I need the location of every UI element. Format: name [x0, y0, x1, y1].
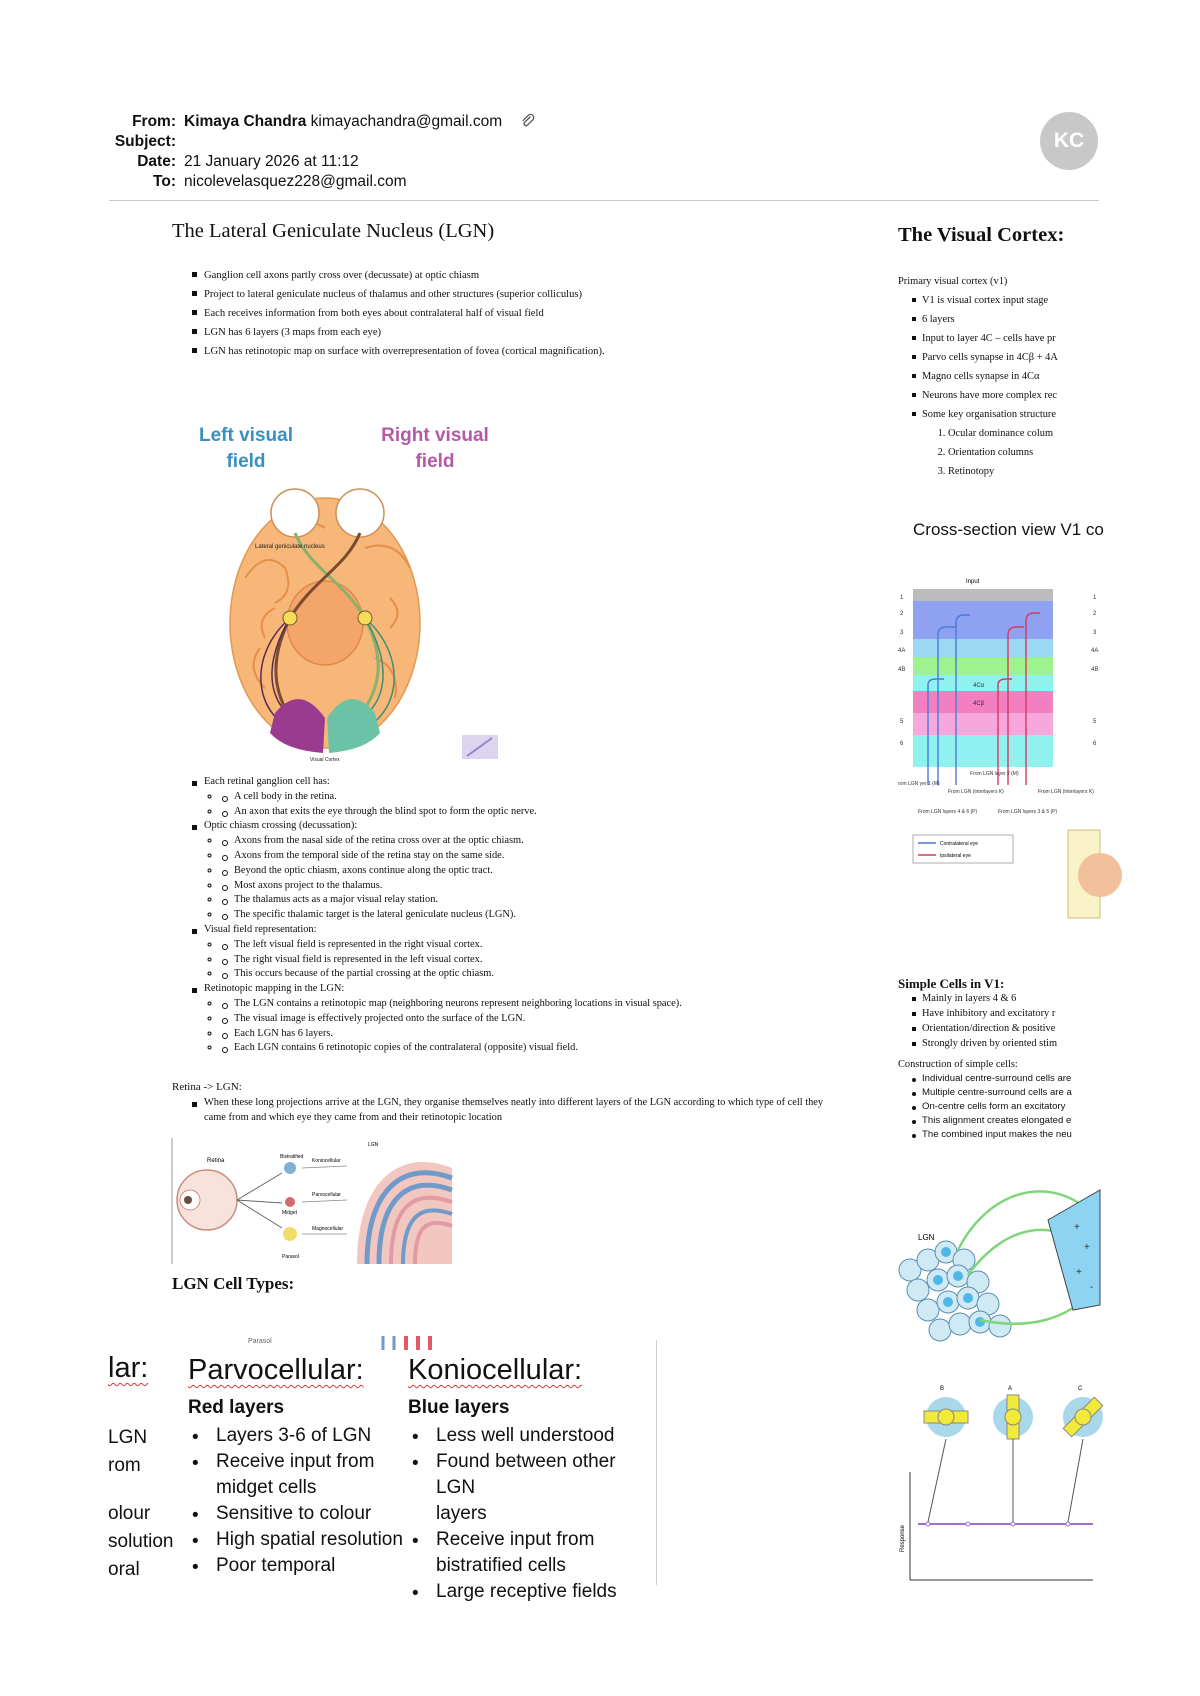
- v1-layers-diagram: [898, 575, 1100, 875]
- list-item: [408, 1423, 658, 1449]
- construction-heading: Construction of simple cells:: [898, 1059, 1018, 1070]
- orientation-response-figure: [898, 1382, 1100, 1582]
- response-axis-label: Response: [900, 1524, 906, 1552]
- from-row: [109, 112, 1099, 132]
- list-item: ◦ Axons from the temporal side of the retina stay on the same side.: [220, 849, 830, 864]
- list-item-text: layers: [436, 1503, 487, 1524]
- layer-label: 4A: [898, 648, 906, 654]
- konio-title: Koniocellular:: [408, 1354, 583, 1386]
- svg-text:-: -: [1090, 1282, 1094, 1293]
- parvo-label: Parvocellular: [312, 1192, 341, 1198]
- magno-line: oral: [108, 1559, 140, 1580]
- list-item-text: • Sensitive to colour: [216, 1503, 372, 1524]
- list-item-text: bistratified cells: [436, 1555, 566, 1576]
- svg-text:4A: 4A: [1091, 648, 1099, 654]
- list-item: ◦ The right visual field is represented in the left visual cortex.: [220, 953, 830, 968]
- lgn-cluster-label: LGN: [918, 1233, 935, 1242]
- from-lgn-label: From LGN layer 2 (M): [970, 771, 1019, 777]
- retina-label: Retina: [207, 1158, 225, 1164]
- list-item: V1 is visual cortex input stage: [912, 291, 1098, 310]
- list-item: 3. Retinotopy: [948, 462, 1098, 481]
- list-item-text: • Receive input from: [436, 1529, 595, 1550]
- subject-label: Subject:: [114, 133, 176, 150]
- left-visual-field-label: Left visual field: [199, 425, 293, 472]
- midget-label: Midget: [282, 1210, 298, 1216]
- koniocellular-column: [408, 1354, 658, 1605]
- list-item: ◦ This occurs because of the partial crossing at the optic chiasm.: [220, 967, 830, 982]
- list-item: 1. Ocular dominance colum: [948, 424, 1098, 443]
- cross-section-heading: Cross-section view V1 co: [913, 520, 1104, 539]
- list-item-text: Each retinal ganglion cell has:: [204, 776, 330, 787]
- from-lgn-label: From LGN layers 3 & 5 (P): [998, 809, 1058, 815]
- magno-line: solution: [108, 1531, 174, 1552]
- sender-name[interactable]: Kimaya Chandra: [184, 113, 307, 130]
- list-item-text: Retinotopic mapping in the LGN:: [204, 983, 345, 995]
- list-item: ◦ A cell body in the retina.: [220, 790, 830, 805]
- list-item-text: • Less well understood: [436, 1425, 615, 1446]
- svg-text:2: 2: [1093, 611, 1097, 617]
- header-divider: [109, 200, 1099, 201]
- layer-label: 4Cα: [973, 683, 985, 689]
- date-row: [109, 152, 1099, 172]
- primary-cortex-heading: Primary visual cortex (v1): [898, 276, 1008, 287]
- list-item: [190, 819, 830, 923]
- lgn-cell-types-slide: [108, 1338, 658, 1602]
- input-label: Input: [966, 579, 980, 585]
- layer-label: 3: [900, 630, 904, 636]
- brain-visual-pathway-figure: [215, 488, 500, 763]
- list-item: [408, 1449, 658, 1527]
- list-item-text: Visual field representation:: [204, 923, 317, 935]
- svg-text:5: 5: [1093, 719, 1097, 725]
- list-item: [190, 923, 830, 982]
- list-item: ◦ The visual image is effectively projected onto the surface of the LGN.: [220, 1012, 830, 1027]
- from-lgn-label: rom LGN yer 1 (M): [898, 781, 940, 787]
- retina-lgn-heading: Retina -> LGN:: [172, 1081, 242, 1093]
- list-item: [408, 1527, 658, 1579]
- konio-subtitle: Blue layers: [408, 1397, 510, 1418]
- lgn-cell-types-heading: LGN Cell Types:: [172, 1274, 295, 1293]
- list-item: [188, 1423, 403, 1449]
- contralateral-label: Contralateral eye: [940, 841, 979, 847]
- list-item-text: midget cells: [216, 1477, 317, 1498]
- magno-line: olour: [108, 1503, 151, 1524]
- list-item-text: • Receive input from: [216, 1451, 375, 1472]
- list-item-text: Optic chiasm crossing (decussation):: [204, 820, 358, 832]
- to-label: To:: [153, 173, 176, 190]
- list-item: Some key organisation structure: [912, 405, 1098, 424]
- list-item: [190, 775, 830, 819]
- magno-line: rom: [108, 1455, 141, 1476]
- list-item: LGN has retinotopic map on surface with overrepresentation of fovea (cortical magnification).: [190, 342, 750, 361]
- visual-cortex-title: The Visual Cortex:: [898, 224, 1065, 246]
- layer-label: 4B: [898, 667, 906, 673]
- layer-label: 6: [900, 741, 904, 747]
- layer-label: 2: [900, 611, 904, 617]
- ipsilateral-label: Ipsilateral eye: [940, 853, 971, 859]
- list-item: [188, 1527, 403, 1553]
- lgn-figure-label: Lateral geniculate nucleus: [255, 544, 325, 550]
- lgn-detail-list: [190, 775, 830, 1056]
- list-item: Input to layer 4C – cells have pr: [912, 329, 1098, 348]
- subject-row: [109, 132, 1099, 152]
- avatar: KC: [1040, 112, 1098, 170]
- list-item: [190, 982, 830, 1056]
- right-visual-field-label: Right visual field: [381, 425, 489, 472]
- list-item: Magno cells synapse in 4Cα: [912, 367, 1098, 386]
- from-lgn-label: From LGN (interlayers K): [948, 789, 1004, 795]
- list-item: Strongly driven by oriented stim: [912, 1036, 1100, 1051]
- list-item: ◦ The specific thalamic target is the lateral geniculate nucleus (LGN).: [220, 908, 830, 923]
- list-item: On-centre cells form an excitatory: [912, 1100, 1100, 1114]
- list-item: When these long projections arrive at the LGN, they organise themselves neatly into different layers of the LGN according to which type of cell they came from and which eye they came from and their retinotopic location: [190, 1096, 840, 1126]
- list-item-text: • Poor temporal: [216, 1555, 336, 1576]
- lgn-label: LGN: [368, 1142, 379, 1148]
- simple-cell-construction-figure: [898, 1180, 1100, 1355]
- from-lgn-label: From LGN layers 4 & 6 (P): [918, 809, 978, 815]
- visual-cortex-notes: [898, 272, 1098, 481]
- parvocellular-column: [188, 1354, 403, 1579]
- svg-text:+: +: [1076, 1267, 1082, 1278]
- list-item: ◦ The thalamus acts as a major visual relay station.: [220, 893, 830, 908]
- svg-text:+: +: [1074, 1222, 1080, 1233]
- svg-text:3: 3: [1093, 630, 1097, 636]
- layer-label: 5: [900, 719, 904, 725]
- list-item: Orientation/direction & positive: [912, 1021, 1100, 1036]
- list-item: Have inhibitory and excitatory r: [912, 1006, 1100, 1021]
- list-item: This alignment creates elongated e: [912, 1114, 1100, 1128]
- svg-text:+: +: [1084, 1242, 1090, 1253]
- from-lgn-label: From LGN (interlayers K): [1038, 789, 1094, 795]
- parvo-subtitle: Red layers: [188, 1397, 285, 1418]
- list-item: Project to lateral geniculate nucleus of thalamus and other structures (superior colliculus): [190, 285, 750, 304]
- list-item: ◦ The left visual field is represented in the right visual cortex.: [220, 938, 830, 953]
- list-item: The combined input makes the neu: [912, 1128, 1100, 1142]
- lgn-title: The Lateral Geniculate Nucleus (LGN): [172, 220, 495, 242]
- list-item-text: • Layers 3-6 of LGN: [216, 1425, 372, 1446]
- orientation-label: C: [1078, 1386, 1083, 1392]
- simple-cells-notes: [898, 976, 1100, 1142]
- list-item: [188, 1553, 403, 1579]
- lgn-bullets: [190, 266, 750, 361]
- email-header: [109, 112, 1099, 192]
- magno-label: Magnocellular: [312, 1226, 344, 1232]
- list-item: ◦ The LGN contains a retinotopic map (neighboring neurons represent neighboring locations in visual space).: [220, 997, 830, 1012]
- svg-text:6: 6: [1093, 741, 1097, 747]
- list-item: Mainly in layers 4 & 6: [912, 991, 1100, 1006]
- list-item-text: • Large receptive fields: [436, 1581, 617, 1602]
- from-label: From:: [132, 113, 176, 130]
- magno-title: lar:: [108, 1352, 149, 1384]
- list-item: [188, 1501, 403, 1527]
- parasol-label: Parasol: [282, 1254, 299, 1260]
- date-label: Date:: [137, 153, 176, 170]
- slide-divider: [656, 1340, 657, 1585]
- list-item: Multiple centre-surround cells are a: [912, 1086, 1100, 1100]
- list-item: Neurons have more complex rec: [912, 386, 1098, 405]
- list-item: ◦ An axon that exits the eye through the blind spot to form the optic nerve.: [220, 805, 830, 820]
- retina-lgn-list: [190, 1096, 840, 1126]
- list-item: 2. Orientation columns: [948, 443, 1098, 462]
- konio-label: Koniocellular: [312, 1158, 341, 1164]
- orientation-label: A: [1008, 1386, 1013, 1392]
- lgn-layers-thumb: [378, 1336, 448, 1350]
- sender-email[interactable]: kimayachandra@gmail.com: [310, 113, 503, 130]
- list-item: ◦ Most axons project to the thalamus.: [220, 879, 830, 894]
- list-item: ◦ Each LGN has 6 layers.: [220, 1027, 830, 1042]
- parasol-caption: Parasol: [248, 1338, 272, 1345]
- magnocellular-fragment: [108, 1354, 174, 1584]
- magno-line: LGN: [108, 1427, 148, 1448]
- layer-label: 1: [900, 595, 904, 601]
- list-item: [188, 1449, 403, 1501]
- list-item-text: • High spatial resolution: [216, 1529, 403, 1550]
- bistratified-label: Bistratified: [280, 1154, 304, 1160]
- layer-label: 4Cβ: [973, 701, 985, 707]
- list-item: 6 layers: [912, 310, 1098, 329]
- list-item: ◦ Beyond the optic chiasm, axons continue along the optic tract.: [220, 864, 830, 879]
- list-item-text: • Found between other LGN: [436, 1451, 616, 1498]
- list-item: Parvo cells synapse in 4Cβ + 4A: [912, 348, 1098, 367]
- list-item: [408, 1579, 658, 1605]
- retina-to-lgn-figure: [172, 1138, 457, 1264]
- date-value: 21 January 2026 at 11:12: [184, 153, 359, 170]
- recipient-email[interactable]: nicolevelasquez228@gmail.com: [184, 173, 407, 190]
- list-item: Each receives information from both eyes about contralateral half of visual field: [190, 304, 750, 323]
- svg-text:1: 1: [1093, 595, 1097, 601]
- orientation-label: B: [940, 1386, 945, 1392]
- visual-cortex-figure-label: Visual Cortex: [310, 757, 340, 763]
- svg-text:4B: 4B: [1091, 667, 1099, 673]
- list-item: LGN has 6 layers (3 maps from each eye): [190, 323, 750, 342]
- simple-cells-heading: Simple Cells in V1:: [898, 976, 1005, 991]
- list-item: Individual centre-surround cells are: [912, 1072, 1100, 1086]
- parvo-title: Parvocellular:: [188, 1354, 364, 1386]
- list-item: ◦ Axons from the nasal side of the retina cross over at the optic chiasm.: [220, 834, 830, 849]
- list-item: ◦ Each LGN contains 6 retinotopic copies of the contralateral (opposite) visual field.: [220, 1041, 830, 1056]
- list-item: Ganglion cell axons partly cross over (decussate) at optic chiasm: [190, 266, 750, 285]
- to-row: [109, 172, 1099, 192]
